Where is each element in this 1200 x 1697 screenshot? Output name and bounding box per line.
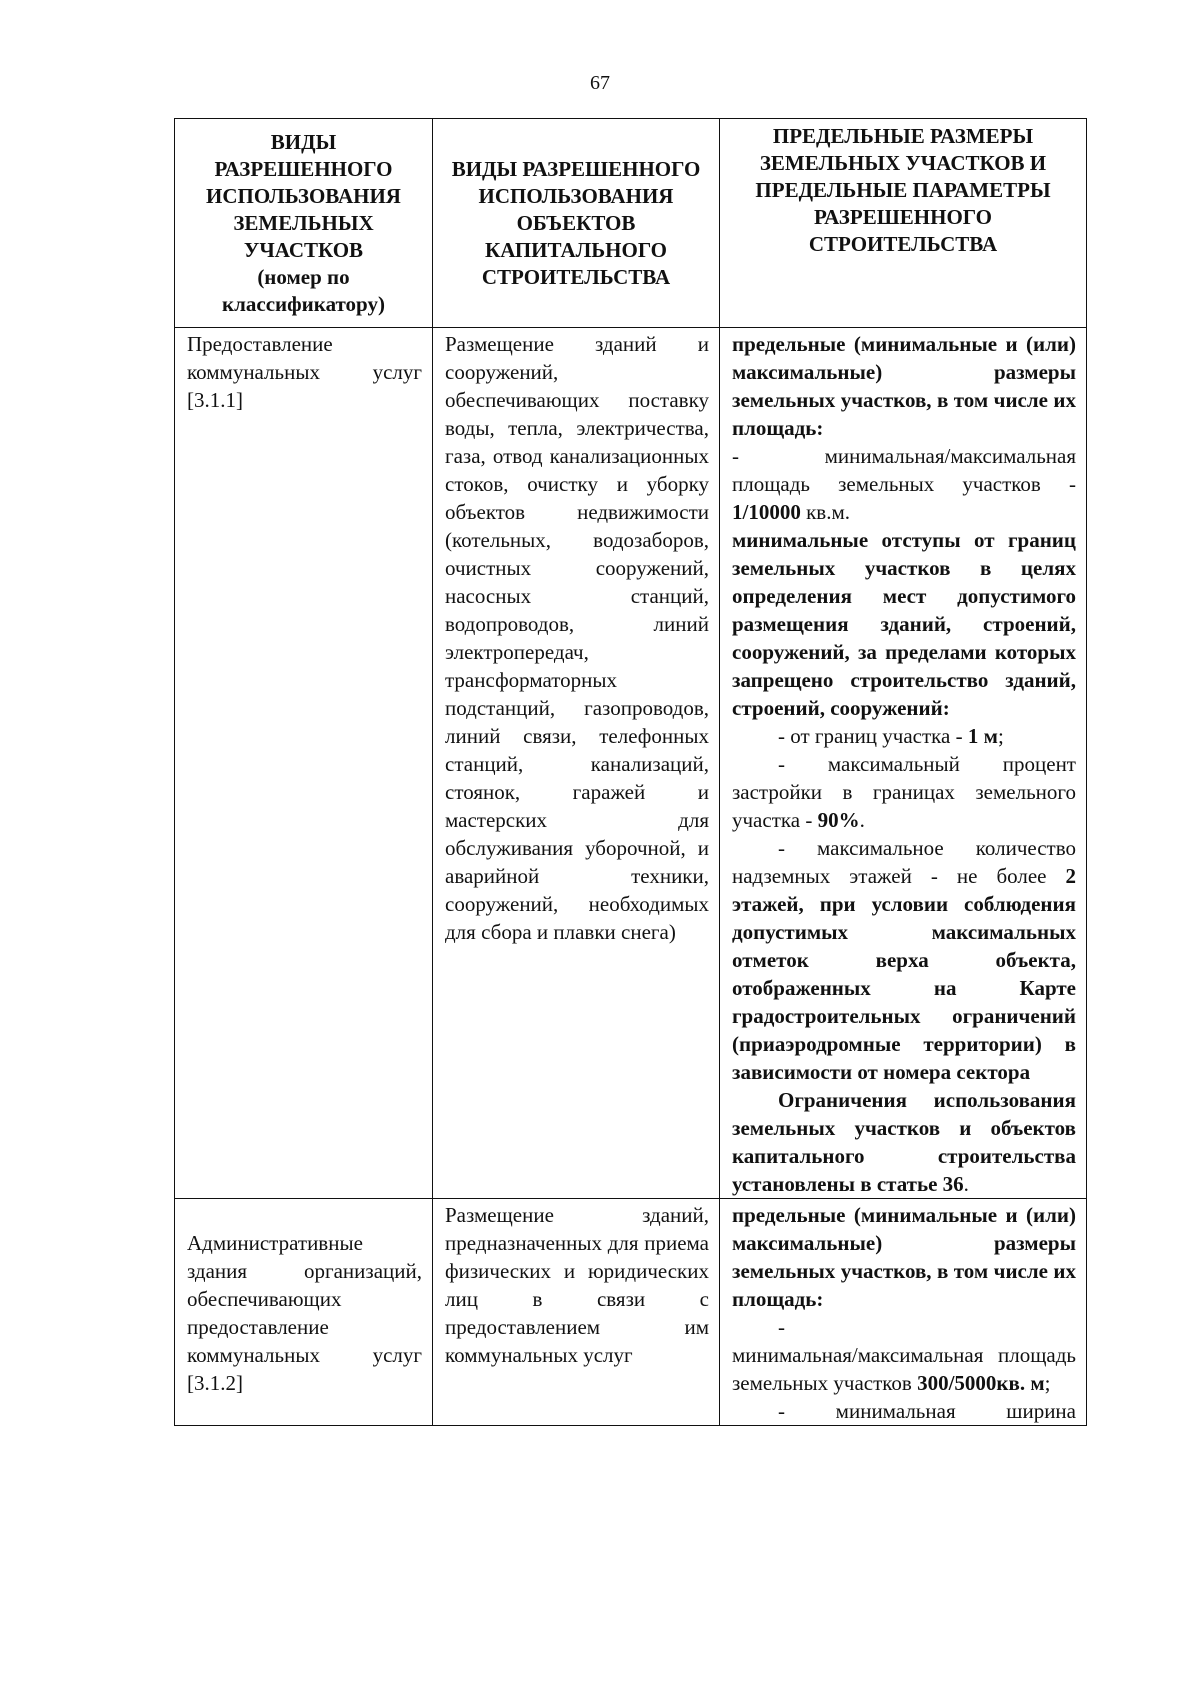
row2-land-use-text: Административные здания организаций, обеспечивающих предоставление коммунальных услуг [3.1.2] <box>187 1231 422 1395</box>
table-header-row <box>175 119 1087 328</box>
row1-area-value: 1/10000 <box>732 500 801 524</box>
row2-param-heading: предельные (минимальные и (или) максимальные) размеры земельных участков, в том числе их площадь: <box>732 1203 1076 1311</box>
row1-param-setbacks: минимальные отступы от границ земельных участков в целях определения мест допустимого размещения зданий, строений, сооружений, за пределами которых запрещено строительство зданий, строений, сооружений: <box>732 528 1076 720</box>
row1-objects-text: Размещение зданий и сооружений, обеспечивающих поставку воды, тепла, электричества, газа, отвод канализационных стоков, очистку и уборку объектов недвижимости (котельных, водозаборов, очистных сооружений, насосных станций, водопроводов, линий электропередач, трансформаторных подстанций, газопроводов, линий связи, телефонных станций, канализаций, стоянок, гаражей и мастерских для обслуживания уборочной, и аварийной техники, сооружений, необходимых для сбора и плавки снега) <box>445 332 709 944</box>
land-use-table <box>174 118 1087 1426</box>
row1-floors-label: - максимальное количество надземных этажей - не более <box>732 836 1076 888</box>
row2-objects <box>433 1199 720 1426</box>
header-parameters: ПРЕДЕЛЬНЫЕ РАЗМЕРЫ ЗЕМЕЛЬНЫХ УЧАСТКОВ И ПРЕДЕЛЬНЫЕ ПАРАМЕТРЫ РАЗРЕШЕННОГО СТРОИТЕЛЬСТВА <box>720 119 1087 328</box>
row1-setback-value: 1 м <box>967 724 998 748</box>
row1-land-use-text: Предоставление коммунальных услуг [3.1.1] <box>187 332 422 412</box>
row1-param-restrictions <box>732 1086 1076 1198</box>
row1-objects <box>433 328 720 1199</box>
row1-parameters <box>720 328 1087 1199</box>
row2-objects-text: Размещение зданий, предназначенных для приема физических и юридических лиц в связи с предоставлением им коммунальных услуг <box>445 1203 709 1367</box>
row1-coverage-punct: . <box>859 808 865 832</box>
row1-area-unit: кв.м. <box>806 500 851 524</box>
row1-setback-punct: ; <box>997 724 1004 748</box>
row1-restrictions-text: Ограничения использования земельных участков и объектов капитального строительства установлены в статье 36 <box>732 1088 1076 1196</box>
header-land-use <box>175 119 433 328</box>
row2-area-label: минимальная/максимальная площадь земельных участков <box>732 1343 1076 1395</box>
row1-param-setback-value <box>732 722 1076 750</box>
header-land-use-subtitle: (номер по классификатору) <box>222 264 385 316</box>
row2-param-dash: - <box>778 1315 785 1339</box>
header-capital-objects: ВИДЫ РАЗРЕШЕННОГО ИСПОЛЬЗОВАНИЯ ОБЪЕКТОВ КАПИТАЛЬНОГО СТРОИТЕЛЬСТВА <box>433 119 720 328</box>
row1-floors-value: 2 этажей, при условии соблюдения допустимых максимальных отметок верха объекта, отображенных на Карте градостроительных ограничений (приаэродромные территории) в зависимости от номера сектора <box>732 864 1076 1084</box>
table-row <box>175 1199 1087 1426</box>
table-row <box>175 328 1087 1199</box>
row2-parameters <box>720 1199 1087 1426</box>
row2-param-area <box>732 1341 1076 1397</box>
row1-setback-label: - от границ участка - <box>778 724 963 748</box>
row1-param-heading: предельные (минимальные и (или) максимальные) размеры земельных участков, в том числе их площадь: <box>732 332 1076 440</box>
row1-coverage-value: 90% <box>817 808 860 832</box>
row1-param-floors <box>732 834 1076 1086</box>
row2-area-value: 300/5000кв. м <box>917 1371 1045 1395</box>
row1-restrictions-punct: . <box>963 1172 969 1196</box>
row1-param-coverage <box>732 750 1076 834</box>
row1-param-area <box>732 442 1076 526</box>
header-land-use-title: ВИДЫ РАЗРЕШЕННОГО ИСПОЛЬЗОВАНИЯ ЗЕМЕЛЬНЫХ УЧАСТКОВ <box>206 129 401 262</box>
row2-param-width: - минимальная ширина <box>778 1399 1076 1423</box>
row2-land-use <box>175 1199 433 1426</box>
row1-area-label: - минимальная/максимальная площадь земельных участков - <box>732 444 1076 496</box>
row1-coverage-label: - максимальный процент застройки в границах земельного участка - <box>732 752 1076 832</box>
row2-area-punct: ; <box>1044 1371 1051 1395</box>
page-number: 67 <box>590 72 610 94</box>
row1-land-use <box>175 328 433 1199</box>
